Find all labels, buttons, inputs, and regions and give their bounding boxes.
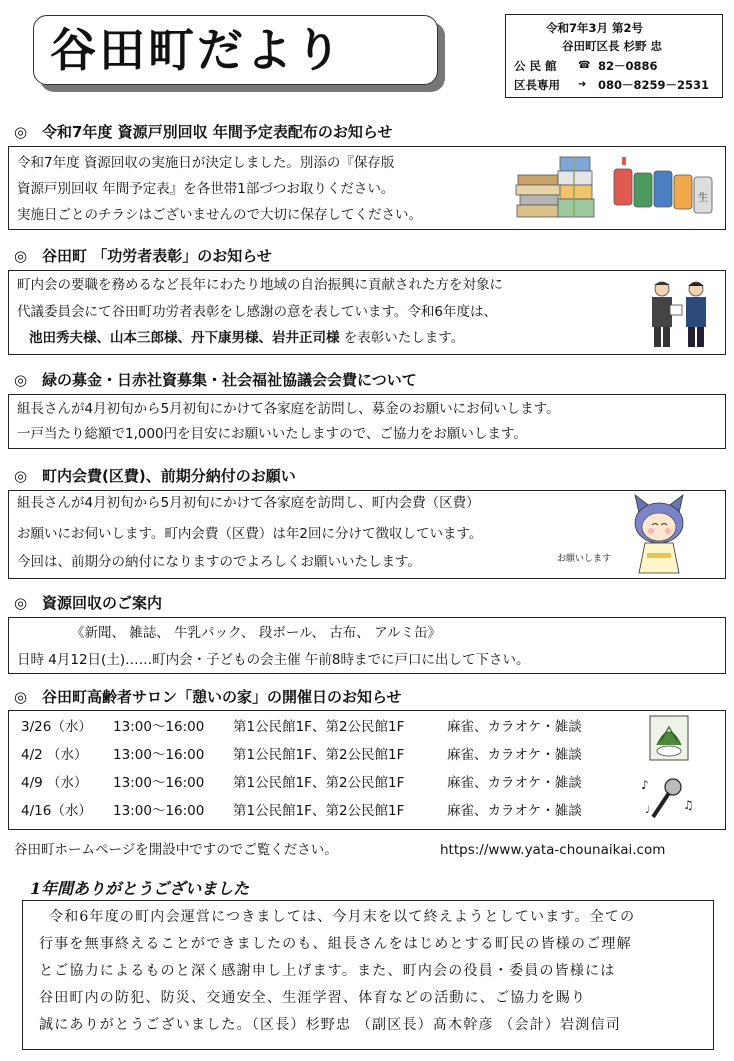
bullet-mark: ◎ [14,123,28,141]
salon-time: 13:00～16:00 [113,747,205,763]
salon-activity: 麻雀、カラオケ・雑談 [447,747,582,763]
salon-time: 13:00～16:00 [113,803,205,819]
section-box-fundraising [8,394,726,449]
salon-date: 4/9 （水） [21,775,88,791]
body-line: 一戸当たり総額で1,000円を目安にお願いいたしますので、ご協力をお願いします。 [17,426,527,442]
thanks-line: 谷田町内の防犯、防災、交通安全、生涯学習、体育などの活動に、ご協力を賜り [39,990,587,1006]
award-suffix: を表彰いたします。 [339,330,465,346]
homepage-note: 谷田町ホームページを開設中ですのでご覧ください。 [14,842,338,858]
newsletter-title: 谷田町だより [50,23,344,77]
salon-emblem-icon [649,715,689,761]
body-line: 組長さんが4月初旬から5月初旬にかけて各家庭を訪問し、募金のお願いにお伺いします。 [17,401,560,417]
salon-time: 13:00～16:00 [113,719,205,735]
mascot-caption: お願いします [557,554,612,564]
body-line: 組長さんが4月初旬から5月初旬にかけて各家庭を訪問し、町内会費（区費） [17,495,480,511]
thanks-heading: 1年間ありがとうございました [30,879,250,898]
section-box-dues [8,490,726,579]
section-box-award [8,270,726,355]
karaoke-mic-icon [639,773,695,825]
section-heading-salon: ◎ 谷田町高齢者サロン「憩いの家」の開催日のお知らせ [14,688,402,706]
body-line: 実施日ごとのチラシはございませんので大切に保存してください。 [17,207,422,223]
salon-date: 4/16（水） [21,803,92,819]
award-recipients-line [29,328,464,348]
body-line: 資源戸別回収 年間予定表』を各世帯1部づつお取りください。 [17,181,395,197]
chief-name: 谷田町区長 杉野 忠 [562,39,663,53]
salon-time: 13:00～16:00 [113,775,205,791]
section-heading-dues: ◎ 町内会費(区費)、前期分納付のお願い [14,467,296,485]
issue-number: 令和7年3月 第2号 [546,21,644,35]
section-box-recycling-schedule [8,146,726,230]
hall-phone: 82－0886 [598,59,658,73]
svg-text:♫: ♫ [683,798,694,812]
body-line: 代議委員会にて谷田町功労者表彰をし感謝の意を表しています。令和6年度は、 [17,304,498,320]
section-heading-recycling-schedule: ◎ 令和7年度 資源戸別回収 年間予定表配布のお知らせ [14,123,393,141]
body-line: 令和7年度 資源回収の実施日が決定しました。別添の『保存版 [17,155,395,171]
salon-date: 3/26（水） [21,719,92,735]
thanks-line: 誠にありがとうございました。（区長）杉野忠 （副区長）髙木幹彦 （会計）岩渕信司 [39,1017,621,1033]
bullet-mark: ◎ [14,467,28,485]
salon-place: 第1公民館1F、第2公民館1F [233,803,405,819]
salon-date: 4/2 （水） [21,747,88,763]
salon-place: 第1公民館1F、第2公民館1F [233,747,405,763]
svg-text:♩: ♩ [645,805,650,816]
collection-date: 日時 4月12日(土)……町内会・子どもの会主催 午前8時までに戸口に出して下さい。 [17,652,530,668]
svg-text:生: 生 [698,193,708,204]
body-line: お願いにお伺いします。町内会費（区費）は年2回に分けて徴収しています。 [17,526,483,542]
bullet-mark: ◎ [14,688,28,706]
thanks-box [22,900,714,1050]
hall-label: 公 民 館 [514,59,557,73]
mobile-icon: ➜ [578,79,587,90]
salon-activity: 麻雀、カラオケ・雑談 [447,775,582,791]
salon-activity: 麻雀、カラオケ・雑談 [447,803,582,819]
thanks-line: とご協力によるものと深く感謝申し上げます。また、町内会の役員・委員の皆様には [39,963,616,979]
phone-icon: ☎ [578,60,591,71]
body-line: 今回は、前期分の納付になりますのでよろしくお願いいたします。 [17,554,421,570]
salon-place: 第1公民館1F、第2公民館1F [233,775,405,791]
salon-activity: 麻雀、カラオケ・雑談 [447,719,582,735]
body-line: 町内会の要職を務めるなど長年にわたり地域の自治振興に貢献された方を対象に [17,277,503,293]
section-heading-award: ◎ 谷田町 「功労者表彰」のお知らせ [14,247,272,265]
bullet-mark: ◎ [14,371,28,389]
award-recipients: 池田秀夫様、山本三郎様、丹下康男様、岩井正司様 [29,330,340,346]
thanks-line: 令和6年度の町内会運営につきましては、今月末を以て終えようとしています。全ての [49,909,636,925]
section-heading-fundraising: ◎ 緑の募金・日赤社資募集・社会福祉協議会会費について [14,371,417,389]
section-box-collection-guide [8,617,726,674]
mascot-illustration [627,495,691,577]
homepage-url[interactable]: https://www.yata-chounaikai.com [440,842,666,858]
chief-phone: 080－8259－2531 [598,78,710,92]
bullet-mark: ◎ [14,594,28,612]
svg-text:♪: ♪ [641,778,649,792]
issue-info-box [505,14,723,98]
salon-place: 第1公民館1F、第2公民館1F [233,719,405,735]
thanks-line: 行事を無事終えることができましたのも、組長さんをはじめとする町民の皆様のご理解 [39,936,632,952]
recycling-illustration [514,153,719,225]
section-box-salon [8,710,726,830]
section-heading-collection-guide: ◎ 資源回収のご案内 [14,594,163,612]
bullet-mark: ◎ [14,247,28,265]
award-ceremony-illustration [644,279,714,351]
chief-phone-label: 区長専用 [514,78,560,92]
collection-items: 《新聞、 雑誌、 牛乳パック、 段ボール、 古布、 アルミ缶》 [71,625,442,641]
